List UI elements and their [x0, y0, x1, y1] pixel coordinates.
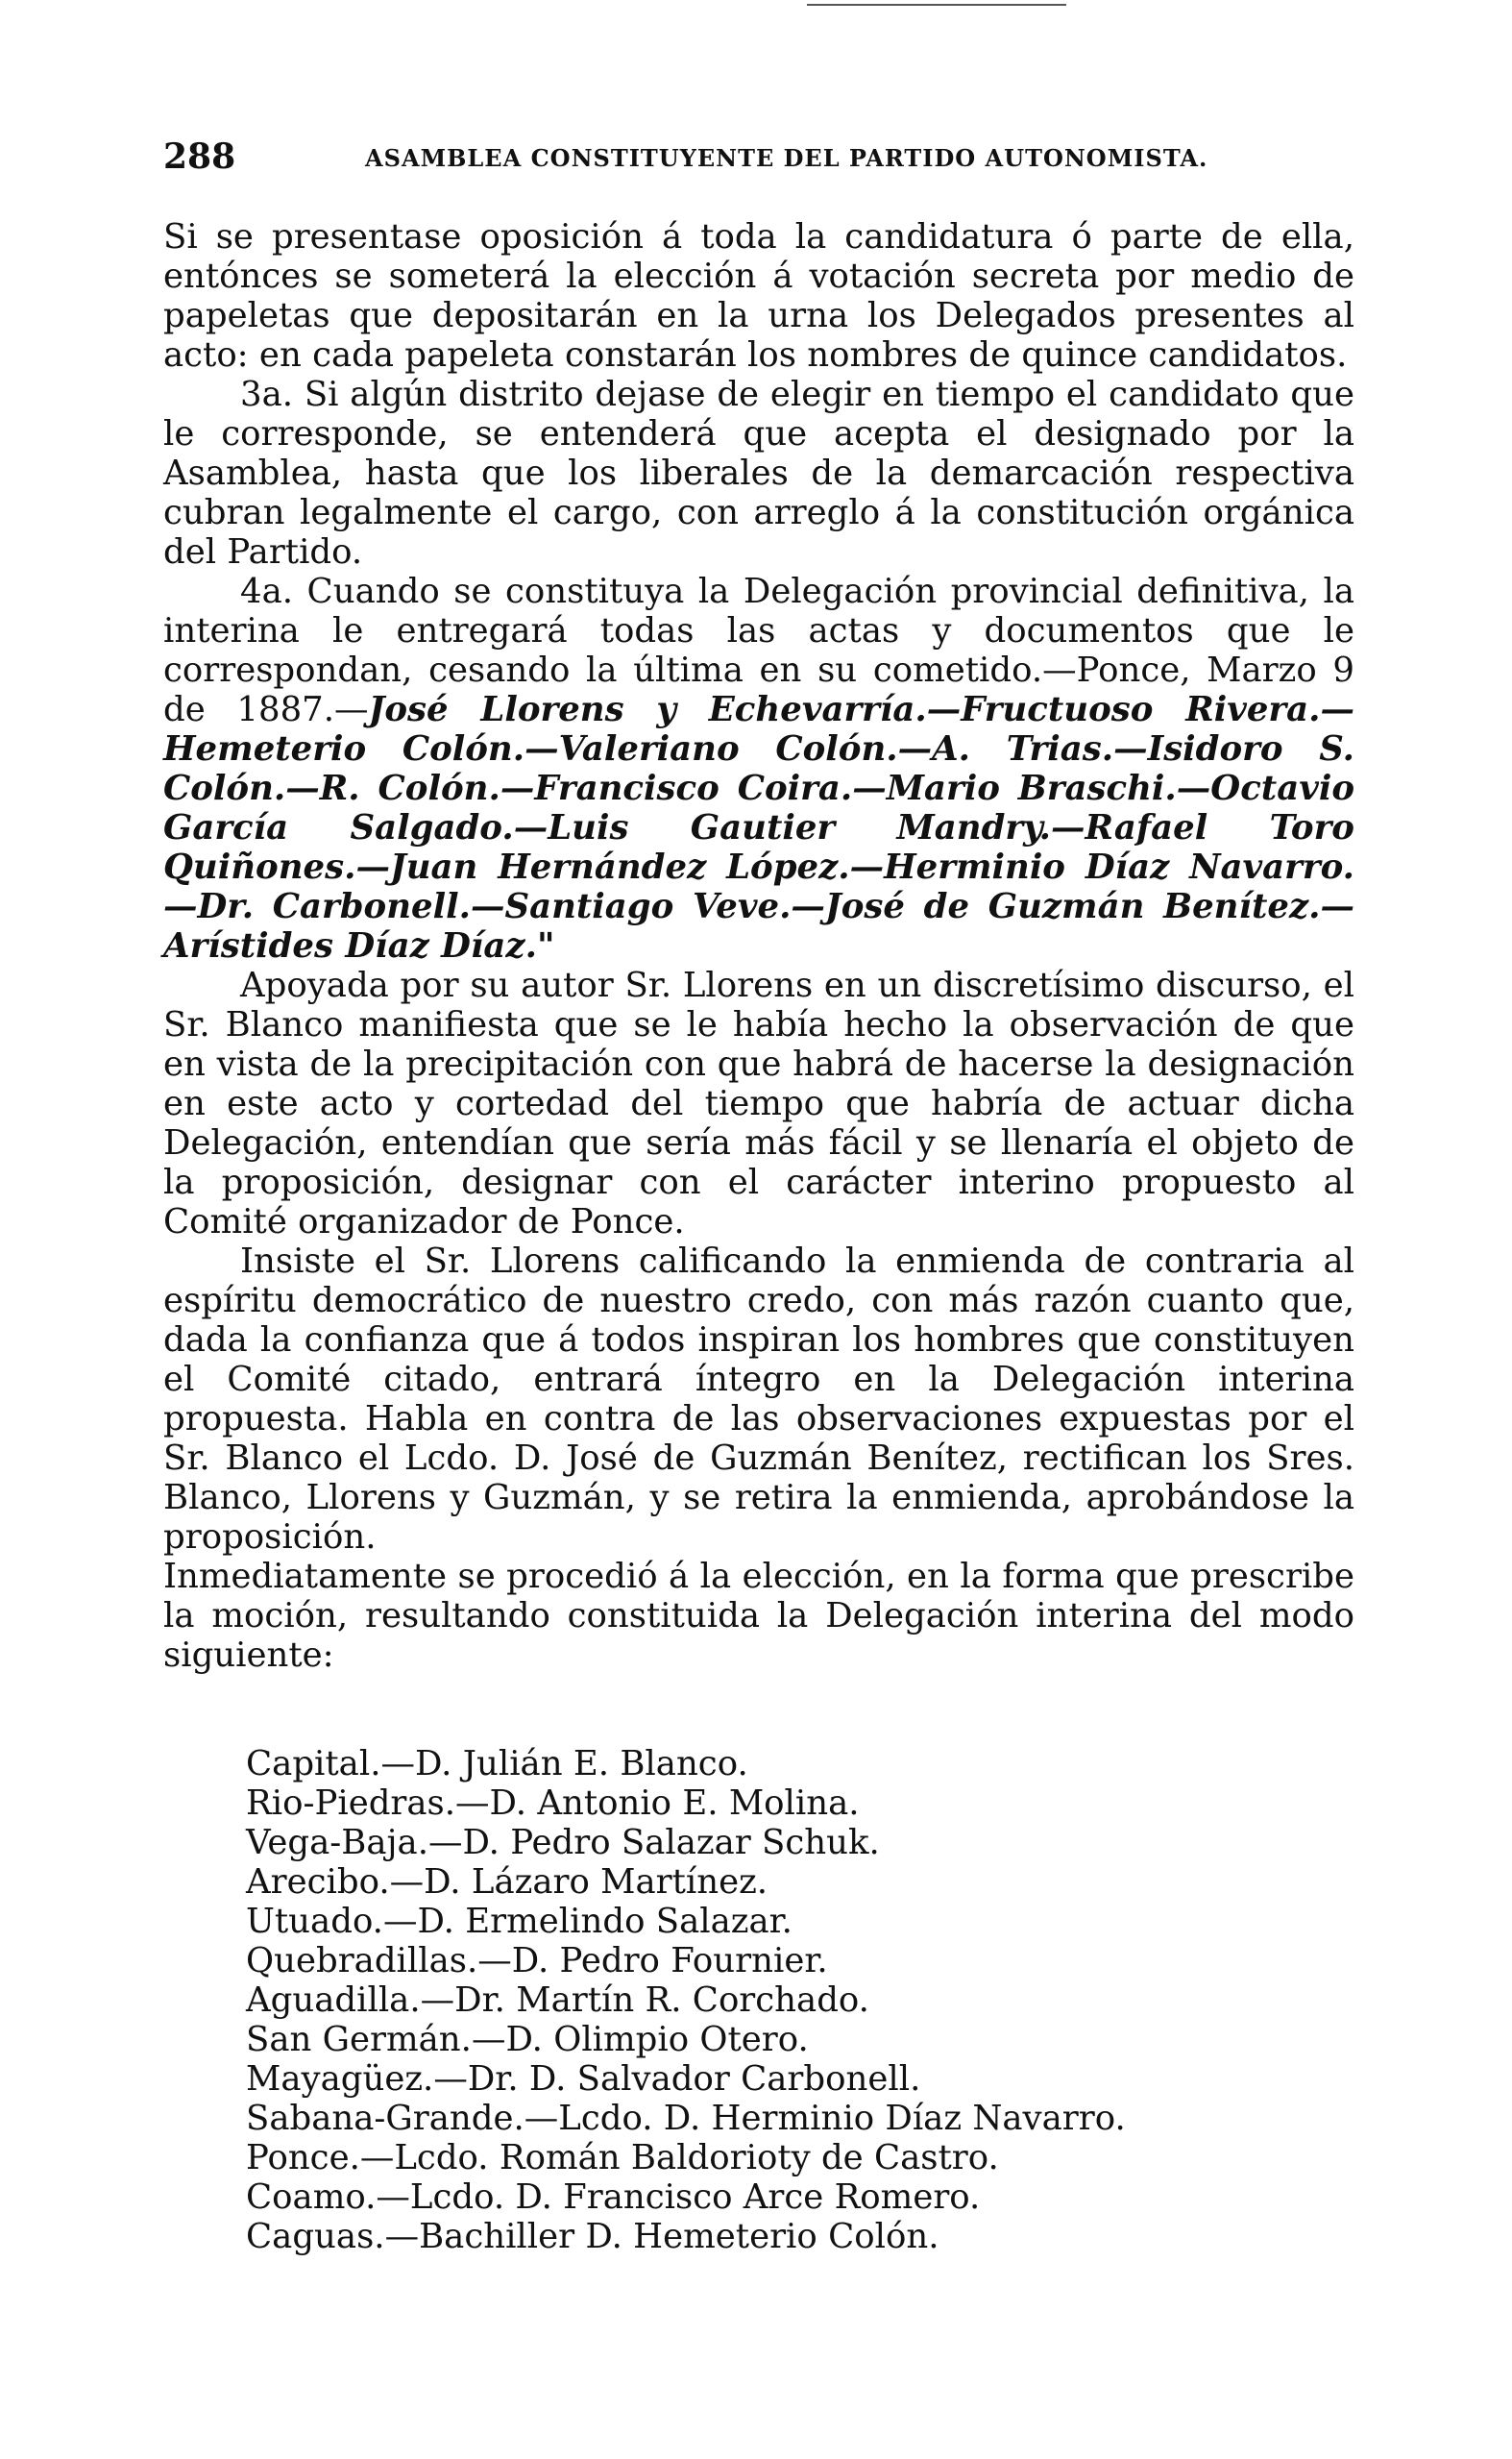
paragraph-3-text: 4a. Cuando se constituya la Delegación provincial definitiva, la interina le entregará todas las actas y documentos que le correspondan, cesando la última en su cometido.—Ponce, Marzo 9 de 1887.—	[163, 572, 1354, 729]
page-header	[163, 136, 1354, 183]
list-item: Caguas.—Bachiller D. Hemeterio Colón.	[246, 2217, 939, 2256]
list-item: Mayagüez.—Dr. D. Salvador Carbonell.	[246, 2059, 921, 2099]
body-text	[163, 217, 1354, 1675]
list-item: Ponce.—Lcdo. Román Baldorioty de Castro.	[246, 2138, 999, 2177]
top-rule	[807, 4, 1066, 6]
paragraph-3	[163, 572, 1354, 966]
list-item: Coamo.—Lcdo. D. Francisco Arce Romero.	[246, 2177, 981, 2217]
list-item: Arecibo.—D. Lázaro Martínez.	[246, 1862, 768, 1902]
list-item: Sabana-Grande.—Lcdo. D. Herminio Díaz Navarro.	[246, 2099, 1126, 2138]
page-number: 288	[163, 136, 236, 177]
list-item: Quebradillas.—D. Pedro Fournier.	[246, 1941, 828, 1980]
paragraph-2: 3a. Si algún distrito dejase de elegir en tiempo el candidato que le corresponde, se entenderá que acepta el designado por la Asamblea, hasta que los liberales de la demarcación respectiva cubran legalmente el cargo, con arreglo á la constitución orgánica del Partido.	[163, 375, 1354, 572]
list-item: Utuado.—D. Ermelindo Salazar.	[246, 1902, 793, 1941]
list-item: Vega-Baja.—D. Pedro Salazar Schuk.	[246, 1823, 880, 1862]
paragraph-6: Inmediatamente se procedió á la elección, en la forma que prescribe la moción, resultando constituida la Delegación interina del modo siguiente:	[163, 1557, 1354, 1675]
list-item: San Germán.—D. Olimpio Otero.	[246, 2020, 809, 2059]
paragraph-5: Insiste el Sr. Llorens calificando la enmienda de contraria al espíritu democrático de nuestro credo, con más razón cuanto que, dada la confianza que á todos inspiran los hombres que constituyen el Comité citado, entrará íntegro en la Delegación interina propuesta. Habla en contra de las observaciones expuestas por el Sr. Blanco el Lcdo. D. José de Guzmán Benítez, rectifican los Sres. Blanco, Llorens y Guzmán, y se retira la enmienda, aprobándose la proposición.	[163, 1242, 1354, 1557]
list-item: Capital.—D. Julián E. Blanco.	[246, 1744, 748, 1783]
list-item: Aguadilla.—Dr. Martín R. Corchado.	[246, 1980, 869, 2020]
paragraph-4: Apoyada por su autor Sr. Llorens en un discretísimo discurso, el Sr. Blanco manifiesta que se le había hecho la observación de que en vista de la precipitación con que habrá de hacerse la designación en este acto y cortedad del tiempo que habría de actuar dicha Delegación, entendían que sería más fácil y se llenaría el objeto de la proposición, designar con el carácter interino propuesto al Comité organizador de Ponce.	[163, 966, 1354, 1242]
signatories: José Llorens y Echevarría.—Fructuoso Rivera.—Hemeterio Colón.—Valeriano Colón.—A. Trias.—Isidoro S. Colón.—R. Colón.—Francisco Coira.—Mario Braschi.—Octavio García Salgado.—Luis Gautier Mandry.—Rafael Toro Quiñones.—Juan Hernández López.—Herminio Díaz Navarro.—Dr. Carbonell.—Santiago Veve.—José de Guzmán Benítez.—Arístides Díaz Díaz."	[163, 690, 1354, 966]
delegation-list	[246, 1744, 1126, 2256]
list-item: Rio-Piedras.—D. Antonio E. Molina.	[246, 1783, 860, 1823]
paragraph-1: Si se presentase oposición á toda la candidatura ó parte de ella, entónces se someterá la elección á votación secreta por medio de papeletas que depositarán en la urna los Delegados presentes al acto: en cada papeleta constarán los nombres de quince candidatos.	[163, 217, 1354, 375]
running-head: ASAMBLEA CONSTITUYENTE DEL PARTIDO AUTONOMISTA.	[365, 144, 1208, 172]
